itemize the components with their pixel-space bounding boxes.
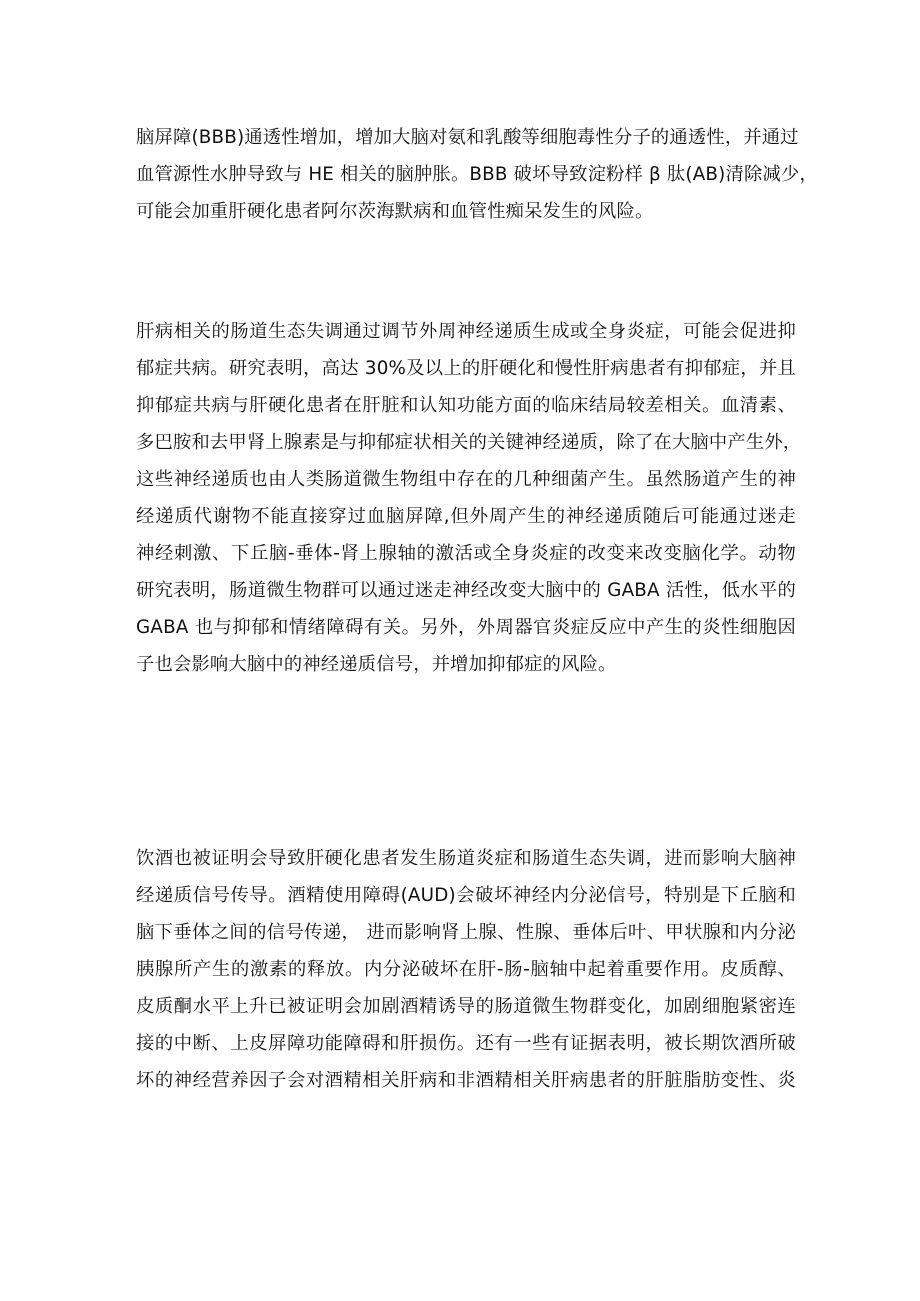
paragraph-depression-comorbidity <box>136 313 802 683</box>
paragraph-alcohol-effects <box>136 840 796 1099</box>
text-line: 经递质代谢物不能直接穿过血脑屏障,但外周产生的神经递质随后可能通过迷走 <box>136 506 796 527</box>
text-line: 脑下垂体之间的信号传递， 进而影响肾上腺、性腺、垂体后叶、甲状腺和内分泌 <box>136 922 796 943</box>
text-line: 血管源性水肿导致与 HE 相关的脑肿胀。BBB 破坏导致淀粉样 β 肽(AB)清除减少， <box>136 164 818 185</box>
paragraph-blood-brain-barrier <box>136 119 818 230</box>
text-line: 多巴胺和去甲肾上腺素是与抑郁症状相关的关键神经递质，除了在大脑中产生外， <box>136 432 802 453</box>
text-line: 胰腺所产生的激素的释放。内分泌破坏在肝-肠-脑轴中起着重要作用。皮质醇、 <box>136 959 796 980</box>
text-line: 坏的神经营养因子会对酒精相关肝病和非酒精相关肝病患者的肝脏脂肪变性、炎 <box>136 1070 796 1091</box>
text-line: 郁症共病。研究表明，高达 30%及以上的肝硬化和慢性肝病患者有抑郁症，并且 <box>136 358 796 379</box>
text-line: 子也会影响大脑中的神经递质信号，并增加抑郁症的风险。 <box>136 654 617 675</box>
text-line: 研究表明，肠道微生物群可以通过迷走神经改变大脑中的 GABA 活性，低水平的 <box>136 580 796 601</box>
text-line: 抑郁症共病与肝硬化患者在肝脏和认知功能方面的临床结局较差相关。血清素、 <box>136 395 796 416</box>
text-line: 神经刺激、下丘脑-垂体-肾上腺轴的激活或全身炎症的改变来改变脑化学。动物 <box>136 543 796 564</box>
text-line: 这些神经递质也由人类肠道微生物组中存在的几种细菌产生。虽然肠道产生的神 <box>136 469 796 490</box>
text-line: GABA 也与抑郁和情绪障碍有关。另外，外周器官炎症反应中产生的炎性细胞因 <box>136 617 796 638</box>
text-line: 经递质信号传导。酒精使用障碍(AUD)会破坏神经内分泌信号，特别是下丘脑和 <box>136 885 796 906</box>
text-line: 肝病相关的肠道生态失调通过调节外周神经递质生成或全身炎症，可能会促进抑 <box>136 321 796 342</box>
text-line: 脑屏障(BBB)通透性增加，增加大脑对氨和乳酸等细胞毒性分子的通透性，并通过 <box>136 127 799 148</box>
text-line: 可能会加重肝硬化患者阿尔茨海默病和血管性痴呆发生的风险。 <box>136 201 654 222</box>
text-line: 饮酒也被证明会导致肝硬化患者发生肠道炎症和肠道生态失调，进而影响大脑神 <box>136 848 796 869</box>
text-line: 接的中断、上皮屏障功能障碍和肝损伤。还有一些有证据表明，被长期饮酒所破 <box>136 1033 796 1054</box>
text-line: 皮质酮水平上升已被证明会加剧酒精诱导的肠道微生物群变化，加剧细胞紧密连 <box>136 996 796 1017</box>
